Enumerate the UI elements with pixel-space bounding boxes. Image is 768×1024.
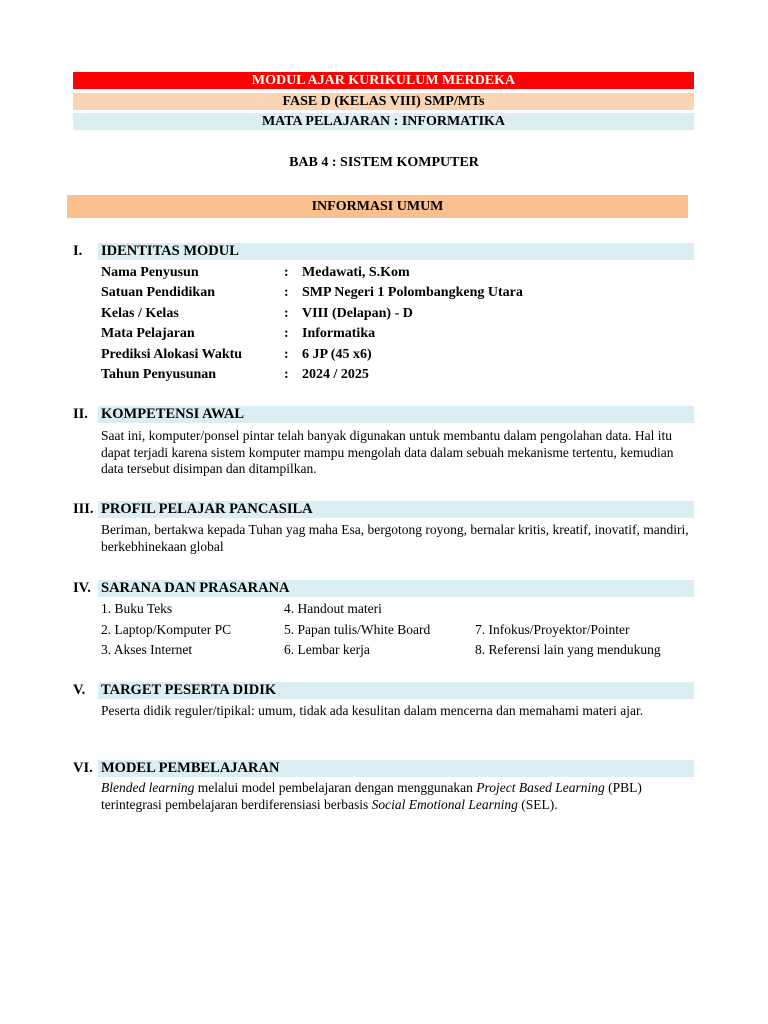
general-info-banner: INFORMASI UMUM bbox=[67, 195, 688, 218]
section-number: VI. bbox=[73, 760, 93, 776]
sarana-item: 8. Referensi lain yang mendukung bbox=[475, 642, 661, 657]
section-number: V. bbox=[73, 682, 86, 698]
section-title: PROFIL PELAJAR PANCASILA bbox=[101, 501, 313, 517]
section-model-heading bbox=[73, 760, 694, 777]
identity-label: Kelas / Kelas bbox=[101, 306, 179, 321]
identity-value: 6 JP (45 x6) bbox=[302, 347, 372, 362]
kompetensi-paragraph: Saat ini, komputer/ponsel pintar telah banyak digunakan untuk membantu dalam pengolahan data. Hal itu dapat terjadi karena sistem komputer mampu mengolah data dalam sebuah mekanisme tertentu, kemudian data tersebut disimpan dan ditampilkan. bbox=[101, 428, 674, 476]
sarana-item: 1. Buku Teks bbox=[101, 601, 173, 616]
identity-separator: : bbox=[284, 347, 289, 362]
section-sarana-heading bbox=[73, 580, 694, 597]
sarana-item: 7. Infokus/Proyektor/Pointer bbox=[475, 622, 630, 637]
identity-value: SMP Negeri 1 Polombangkeng Utara bbox=[302, 285, 523, 300]
profil-paragraph: Beriman, bertakwa kepada Tuhan yag maha Esa, bergotong royong, bernalar kritis, kreatif, inovatif, mandiri, berkebhinekaan global bbox=[101, 522, 689, 554]
section-title: MODEL PEMBELAJARAN bbox=[101, 760, 280, 776]
identity-label: Satuan Pendidikan bbox=[101, 285, 215, 300]
sarana-item: 5. Papan tulis/White Board bbox=[284, 622, 431, 637]
section-number: IV. bbox=[73, 580, 91, 596]
section-profil-heading bbox=[73, 501, 694, 518]
model-paragraph bbox=[101, 780, 697, 813]
section-number: I. bbox=[73, 243, 83, 259]
chapter-title: BAB 4 : SISTEM KOMPUTER bbox=[289, 155, 479, 170]
section-number: III. bbox=[73, 501, 94, 517]
identity-separator: : bbox=[284, 326, 289, 341]
section-kompetensi-heading bbox=[73, 406, 694, 423]
sarana-item: 3. Akses Internet bbox=[101, 642, 193, 657]
body-text: (SEL). bbox=[517, 796, 558, 812]
body-text: (PBL) terintegrasi pembelajaran berdiferensiasi berbasis bbox=[101, 780, 642, 812]
identity-label: Prediksi Alokasi Waktu bbox=[101, 347, 243, 362]
emphasis-text: Project Based Learning bbox=[476, 780, 605, 795]
sarana-item: 4. Handout materi bbox=[284, 601, 382, 616]
section-title: TARGET PESERTA DIDIK bbox=[101, 682, 277, 698]
sarana-item: 2. Laptop/Komputer PC bbox=[101, 622, 232, 637]
section-title: IDENTITAS MODUL bbox=[101, 243, 239, 259]
body-text: melalui model pembelajaran dengan menggunakan bbox=[194, 780, 477, 795]
identity-value: 2024 / 2025 bbox=[302, 367, 369, 382]
identity-label: Tahun Penyusunan bbox=[101, 367, 217, 382]
section-number: II. bbox=[73, 406, 88, 422]
identity-label: Nama Penyusun bbox=[101, 265, 199, 280]
section-identitas-heading bbox=[73, 243, 694, 260]
emphasis-text: Social Emotional Learning bbox=[371, 796, 518, 812]
target-paragraph: Peserta didik reguler/tipikal: umum, tidak ada kesulitan dalam mencerna dan memahami materi ajar. bbox=[101, 703, 644, 718]
identity-label: Mata Pelajaran bbox=[101, 326, 195, 341]
section-title: KOMPETENSI AWAL bbox=[101, 406, 245, 422]
identity-value: Medawati, S.Kom bbox=[302, 265, 410, 280]
identity-separator: : bbox=[284, 285, 289, 300]
identity-separator: : bbox=[284, 367, 289, 382]
identity-separator: : bbox=[284, 306, 289, 321]
subject-banner: MATA PELAJARAN : INFORMATIKA bbox=[73, 113, 694, 130]
phase-banner: FASE D (KELAS VIII) SMP/MTs bbox=[73, 93, 694, 110]
identity-separator: : bbox=[284, 265, 289, 280]
identity-value: Informatika bbox=[302, 326, 376, 341]
emphasis-text: Blended learning bbox=[101, 780, 195, 795]
sarana-item: 6. Lembar kerja bbox=[284, 642, 370, 657]
module-title-banner: MODUL AJAR KURIKULUM MERDEKA bbox=[73, 72, 694, 89]
section-target-heading bbox=[73, 682, 694, 699]
identity-value: VIII (Delapan) - D bbox=[302, 306, 413, 321]
section-title: SARANA DAN PRASARANA bbox=[101, 580, 290, 596]
